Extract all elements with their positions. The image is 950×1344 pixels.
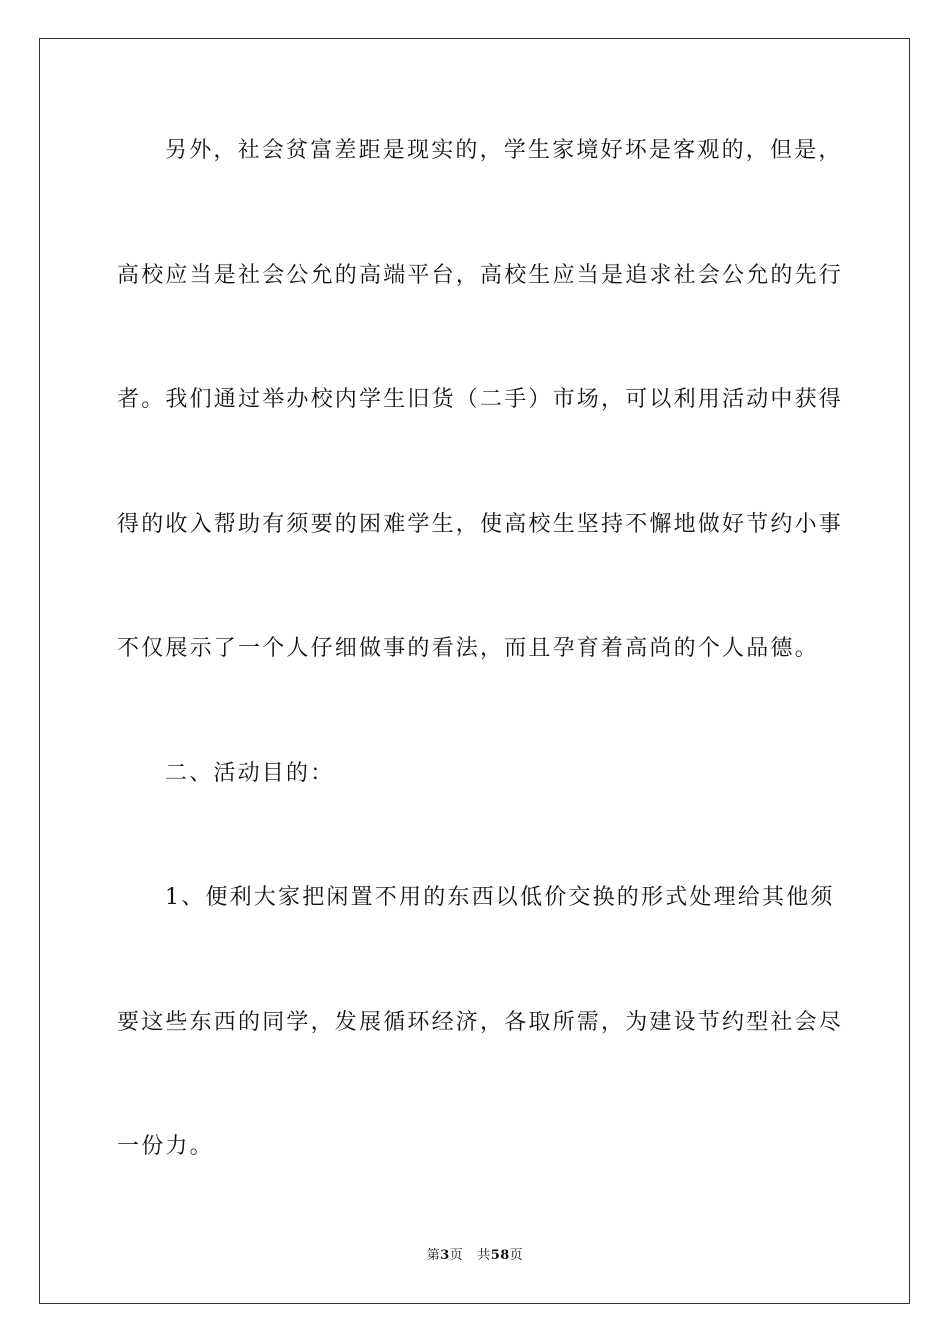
paragraph-line: 1、便利大家把闲置不用的东西以低价交换的形式处理给其他须	[165, 885, 835, 910]
paragraph-line: 另外，社会贫富差距是现实的，学生家境好坏是客观的，但是，	[165, 138, 843, 163]
page-border	[39, 38, 910, 1304]
section-heading: 二、活动目的：	[165, 761, 335, 786]
paragraph-line: 一份力。	[117, 1134, 214, 1159]
page-footer	[0, 1248, 950, 1264]
page-number: 3	[440, 1248, 450, 1263]
page-suffix: 页	[449, 1248, 464, 1263]
total-suffix: 页	[509, 1248, 524, 1263]
paragraph-line: 高校应当是社会公允的高端平台，高校生应当是追求社会公允的先行	[117, 263, 844, 288]
paragraph-line: 不仅展示了一个人仔细做事的看法，而且孕育着高尚的个人品德。	[117, 636, 819, 661]
total-pages: 58	[490, 1248, 510, 1263]
paragraph-line: 得的收入帮助有须要的困难学生，使高校生坚持不懈地做好节约小事	[117, 512, 844, 537]
paragraph-line: 要这些东西的同学，发展循环经济，各取所需，为建设节约型社会尽	[117, 1010, 844, 1035]
page-prefix: 第	[426, 1248, 441, 1263]
total-prefix: 共	[477, 1248, 491, 1263]
paragraph-line: 者。我们通过举办校内学生旧货（二手）市场，可以利用活动中获得	[117, 387, 844, 412]
